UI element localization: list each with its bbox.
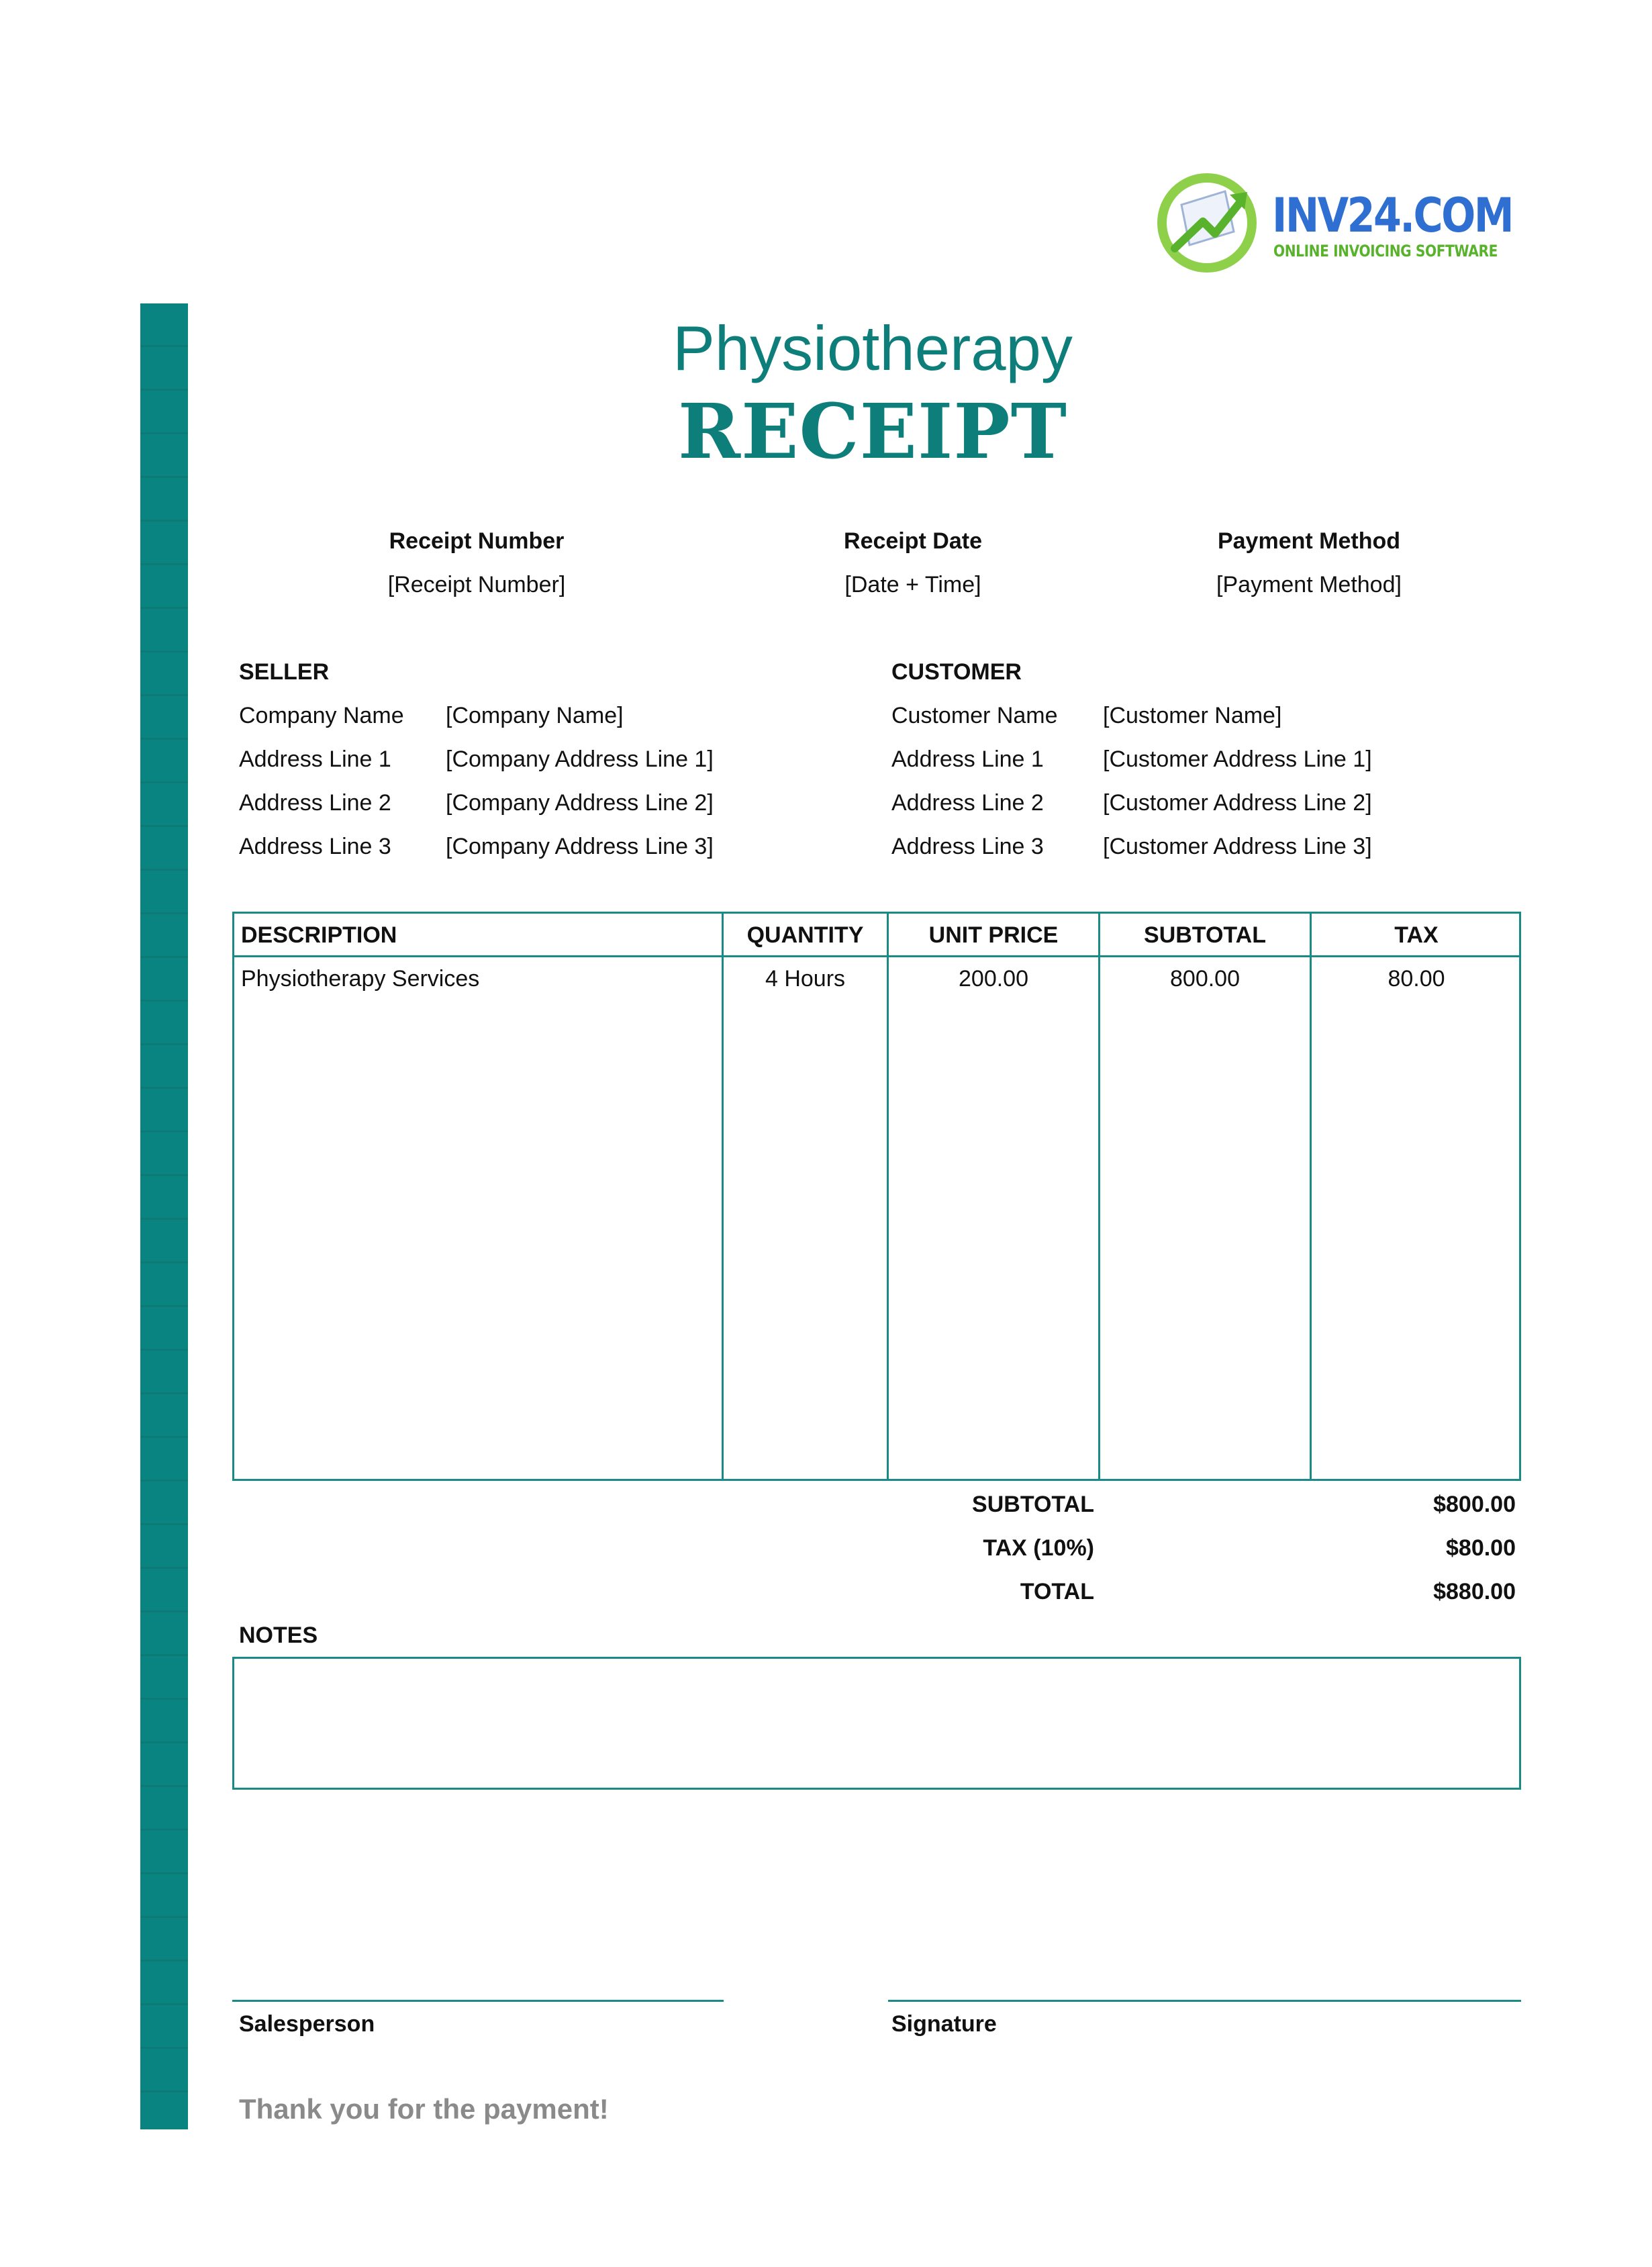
totals-subtotal-value: $800.00 (1433, 1492, 1516, 1517)
row-quantity: 4 Hours (765, 966, 846, 992)
column-divider (722, 914, 724, 1479)
side-accent-bar (140, 303, 188, 2129)
column-divider (1098, 914, 1100, 1479)
column-header-tax: TAX (1394, 922, 1439, 948)
column-header-subtotal: SUBTOTAL (1144, 922, 1266, 948)
logo-tagline: ONLINE INVOICING SOFTWARE (1273, 242, 1498, 260)
customer-label: Address Line 2 (891, 790, 1044, 816)
salesperson-line (232, 2000, 724, 2002)
payment-method-value: [Payment Method] (1216, 572, 1402, 597)
customer-value: [Customer Address Line 1] (1103, 746, 1372, 772)
items-table (232, 912, 1521, 1481)
document-title: Physiotherapy (673, 313, 1073, 383)
column-divider (1310, 914, 1312, 1479)
receipt-number-label: Receipt Number (389, 528, 565, 554)
customer-label: Customer Name (891, 703, 1058, 728)
row-unit-price: 200.00 (959, 966, 1028, 992)
thank-you-message: Thank you for the payment! (239, 2093, 609, 2125)
seller-value: [Company Name] (446, 703, 624, 728)
receipt-number-value: [Receipt Number] (387, 572, 566, 597)
seller-label: Company Name (239, 703, 404, 728)
seller-label: Address Line 2 (239, 790, 391, 816)
column-header-description: DESCRIPTION (241, 922, 397, 948)
row-tax: 80.00 (1388, 966, 1445, 992)
column-divider (887, 914, 889, 1479)
signature-line (888, 2000, 1521, 2002)
totals-subtotal-label: SUBTOTAL (972, 1492, 1094, 1517)
row-description: Physiotherapy Services (241, 966, 480, 992)
column-header-unit-price: UNIT PRICE (928, 922, 1059, 948)
seller-label: Address Line 3 (239, 834, 391, 859)
receipt-date-label: Receipt Date (844, 528, 982, 554)
totals-tax-value: $80.00 (1446, 1535, 1516, 1561)
seller-value: [Company Address Line 2] (446, 790, 714, 816)
seller-heading: SELLER (239, 659, 330, 685)
notes-heading: NOTES (239, 1623, 318, 1648)
totals-total-value: $880.00 (1433, 1579, 1516, 1604)
signature-label: Signature (891, 2011, 997, 2037)
column-header-quantity: QUANTITY (746, 922, 864, 948)
customer-value: [Customer Address Line 3] (1103, 834, 1372, 859)
seller-label: Address Line 1 (239, 746, 391, 772)
logo-icon (1155, 168, 1262, 275)
totals-total-label: TOTAL (1020, 1579, 1094, 1604)
seller-value: [Company Address Line 3] (446, 834, 714, 859)
customer-value: [Customer Address Line 2] (1103, 790, 1372, 816)
receipt-date-value: [Date + Time] (844, 572, 981, 597)
customer-label: Address Line 1 (891, 746, 1044, 772)
row-subtotal: 800.00 (1170, 966, 1240, 992)
table-header-divider (234, 955, 1519, 957)
payment-method-label: Payment Method (1217, 528, 1401, 554)
customer-value: [Customer Name] (1103, 703, 1282, 728)
seller-value: [Company Address Line 1] (446, 746, 714, 772)
salesperson-label: Salesperson (239, 2011, 375, 2037)
logo-name: INV24.COM (1272, 188, 1513, 243)
customer-heading: CUSTOMER (891, 659, 1022, 685)
company-logo (1155, 168, 1513, 275)
document-subtitle: RECEIPT (678, 388, 1067, 476)
totals-tax-label: TAX (10%) (983, 1535, 1094, 1561)
customer-label: Address Line 3 (891, 834, 1044, 859)
notes-box (232, 1657, 1521, 1790)
